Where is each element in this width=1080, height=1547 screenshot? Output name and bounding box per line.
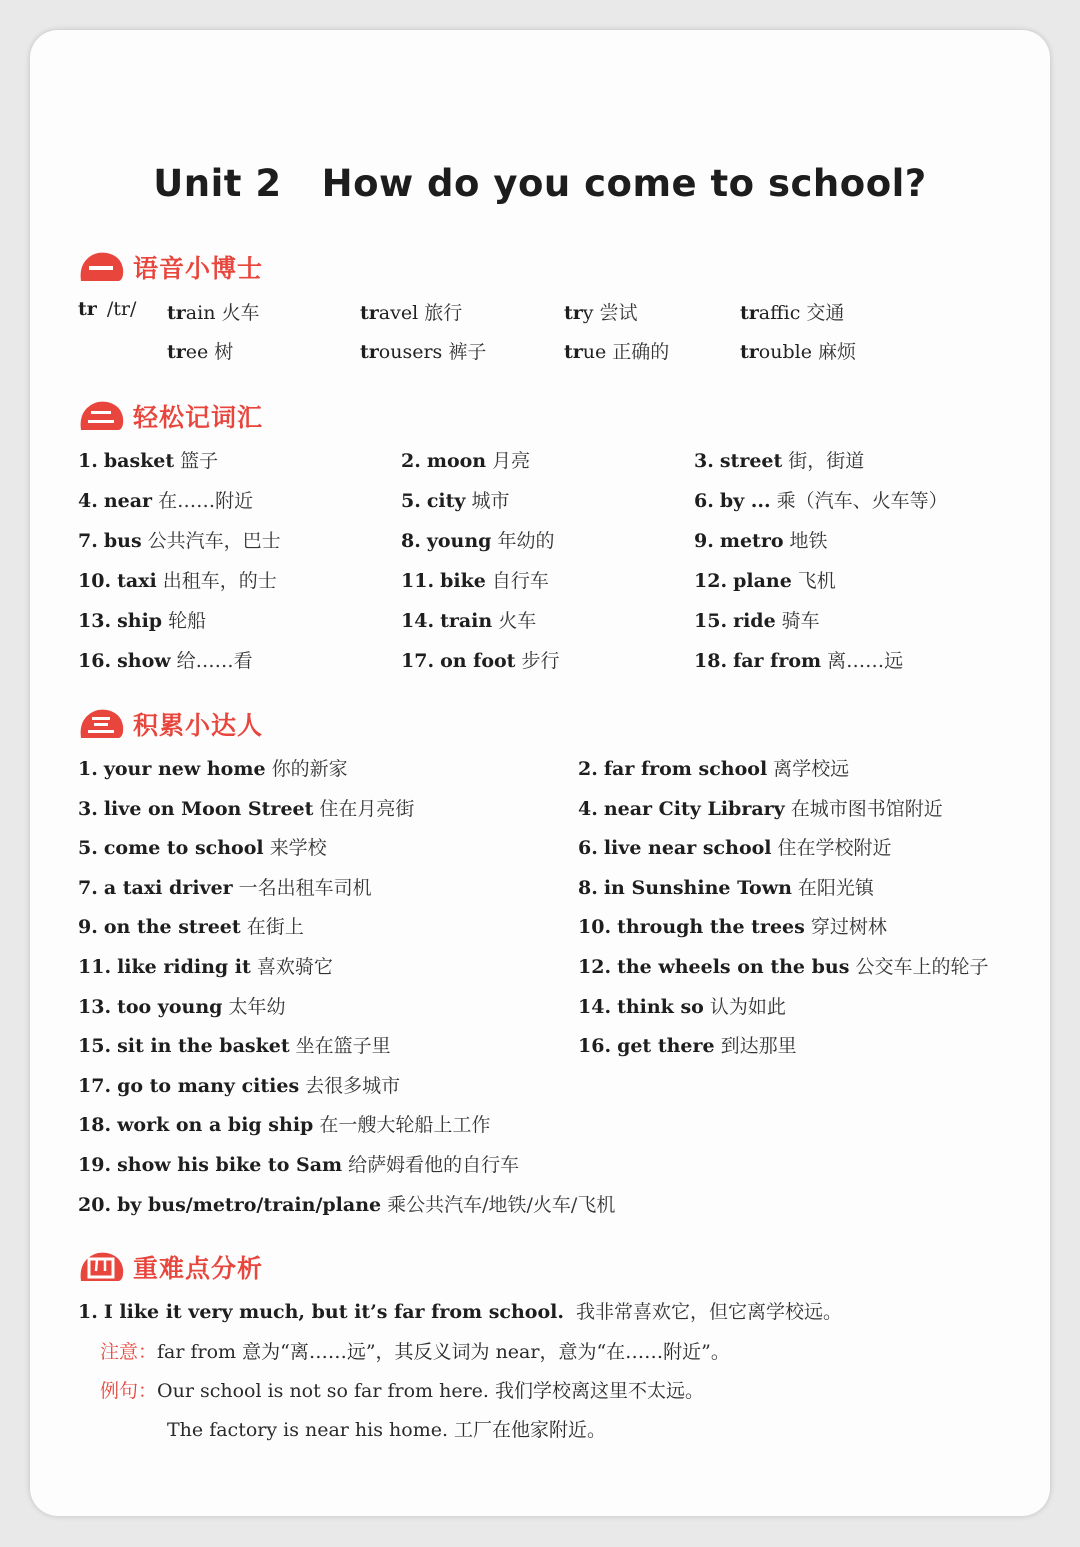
phonics-word: train 火车 [167,302,260,324]
phrase-item: 20. by bus/metro/train/plane 乘公共汽车/地铁/火车/飞机 [78,1193,616,1216]
phrase-item: 12. the wheels on the bus 公交车上的轮子 [578,956,989,978]
unit-label: Unit 2 [153,162,282,205]
analysis-example-2 [167,1415,606,1442]
section-title: 语音小博士 [133,254,264,283]
analysis-item: 1. I like it very much, but it’s far from school. 我非常喜欢它，但它离学校远。 [78,1301,843,1323]
vocab-item: 1. basket 篮子 [78,450,219,472]
phonics-word: trousers 裤子 [360,341,487,363]
section-title: 重难点分析 [133,1254,264,1283]
section-1-header [77,247,263,287]
phrase-item: 2. far from school 离学校远 [578,758,850,780]
section-2-header [77,396,263,436]
phrase-item: 13. too young 太年幼 [78,995,286,1018]
vocab-item: 2. moon 月亮 [401,450,531,472]
analysis-example-1 [100,1376,704,1403]
phonics-word: try 尝试 [564,302,638,324]
vocab-item: 8. young 年幼的 [401,530,555,552]
section-title: 轻松记词汇 [133,403,264,432]
phrase-item: 7. a taxi driver 一名出租车司机 [78,876,372,899]
section-4-header [77,1247,263,1287]
phrase-item: 19. show his bike to Sam 给萨姆看他的自行车 [78,1154,520,1176]
phrase-item: 6. live near school 住在学校附近 [578,837,892,860]
example-sentence: Our school is not so far from here. 我们学校离这里不太远。 [157,1380,704,1402]
vocab-item: 7. bus 公共汽车，巴士 [78,530,281,552]
phonics-word: travel 旅行 [360,302,463,324]
vocab-item: 14. train 火车 [401,610,537,632]
vocab-item: 18. far from 离……远 [694,650,904,672]
phrase-item: 4. near City Library 在城市图书馆附近 [578,797,943,820]
section-title: 积累小达人 [133,711,264,740]
phrase-item: 5. come to school 来学校 [78,837,327,860]
phrase-item: 8. in Sunshine Town 在阳光镇 [578,876,874,899]
vocab-item: 12. plane 飞机 [694,570,836,592]
vocab-item: 17. on foot 步行 [401,650,560,672]
section-3-header [77,704,263,744]
vocab-item: 11. bike 自行车 [401,570,549,592]
phrase-item: 17. go to many cities 去很多城市 [78,1074,401,1097]
phrase-item: 16. get there 到达那里 [578,1035,797,1058]
page-title [0,162,1080,205]
vocab-item: 9. metro 地铁 [694,530,828,552]
vocab-item: 3. street 街，街道 [694,450,865,472]
example-sentence: The factory is near his home. 工厂在他家附近。 [167,1419,607,1441]
analysis-note [100,1337,730,1364]
phonics-word: trouble 麻烦 [740,341,856,363]
unit-title: How do you come to school? [321,162,927,205]
phonics-word: traffic 交通 [740,302,845,324]
note-label: 注意： [100,1341,158,1363]
phrase-item: 14. think so 认为如此 [578,995,786,1018]
phrase-item: 10. through the trees 穿过树林 [578,916,887,939]
phrase-item: 11. like riding it 喜欢骑它 [78,956,333,978]
vocab-item: 4. near 在……附近 [78,490,254,512]
vocab-item: 15. ride 骑车 [694,610,820,632]
vocab-item: 13. ship 轮船 [78,610,207,632]
vocab-item: 10. taxi 出租车，的士 [78,570,277,592]
vocab-item: 16. show 给……看 [78,650,253,672]
phonics-word: true 正确的 [564,341,670,363]
section-badge-icon [77,398,125,434]
section-badge-icon [77,249,125,285]
phonics-word: tree 树 [167,341,234,363]
phrase-item: 18. work on a big ship 在一艘大轮船上工作 [78,1114,491,1137]
phrase-item: 9. on the street 在街上 [78,916,304,939]
phrase-item: 1. your new home 你的新家 [78,758,348,780]
section-badge-icon [77,706,125,742]
phrase-item: 3. live on Moon Street 住在月亮街 [78,797,415,820]
phonics-label: tr /tr/ [78,298,137,320]
vocab-item: 5. city 城市 [401,490,510,512]
phrase-item: 15. sit in the basket 坐在篮子里 [78,1035,391,1058]
note-text: far from 意为“离……远”，其反义词为 near，意为“在……附近”。 [157,1341,730,1363]
section-badge-icon [77,1249,125,1285]
vocab-item: 6. by ... 乘（汽车、火车等） [694,490,948,512]
example-label: 例句： [100,1380,158,1402]
